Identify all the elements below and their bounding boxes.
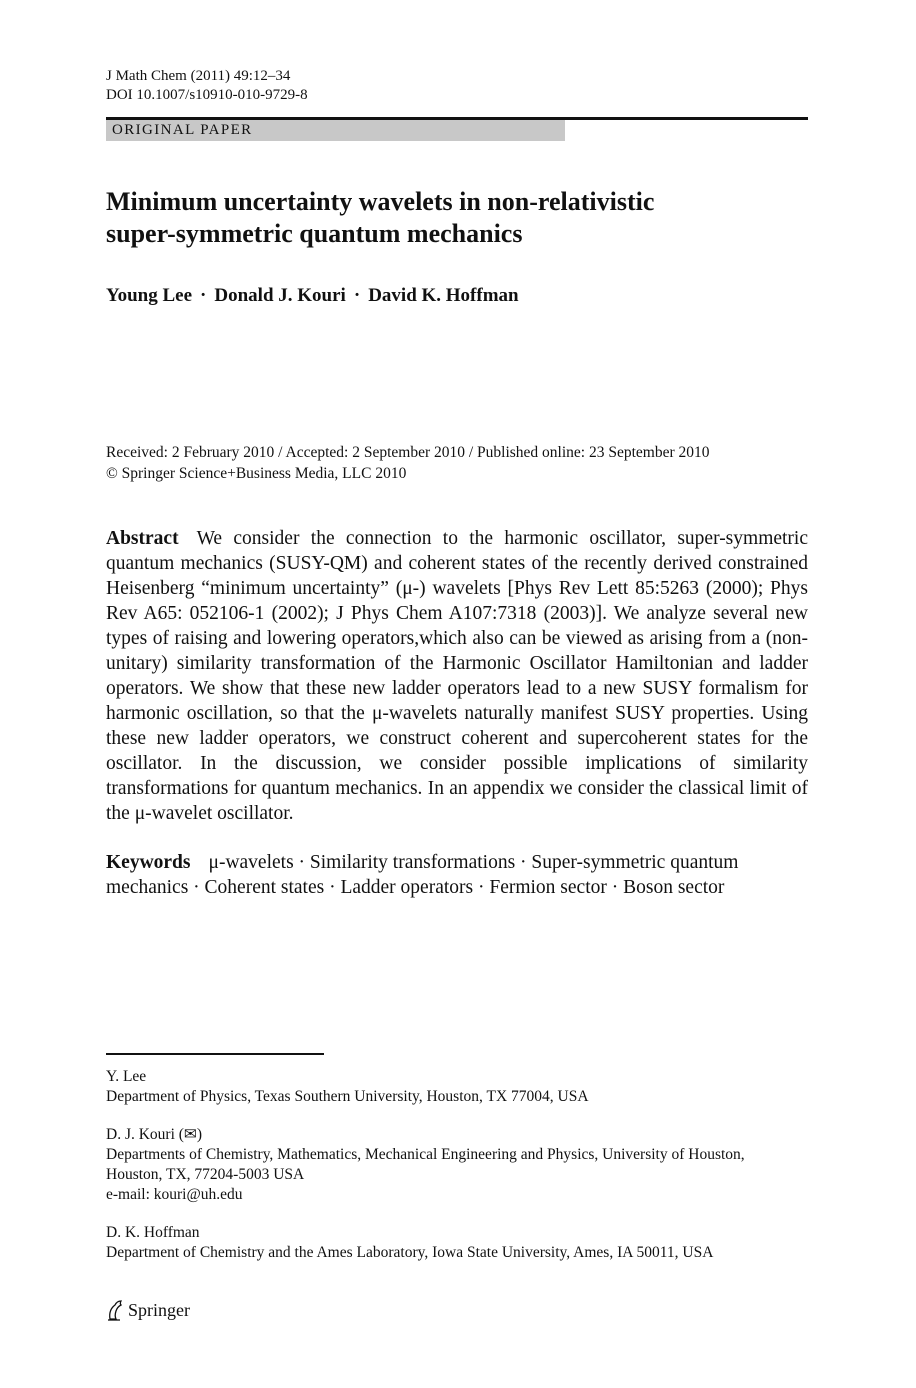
- keywords-text: μ-wavelets · Similarity transformations · Super-symmetric quantum mechanics · Coherent states · Ladder operators · Fermion sector · Boson sector: [106, 852, 739, 898]
- affiliation-kouri: [106, 1125, 808, 1205]
- title-line-1: Minimum uncertainty wavelets in non-relativistic: [106, 187, 655, 216]
- author-name: David K. Hoffman: [368, 285, 519, 306]
- email-link[interactable]: e-mail: kouri@uh.edu: [106, 1186, 243, 1203]
- paper-page: [106, 0, 808, 1388]
- abstract-text: We consider the connection to the harmonic oscillator, super-symmetric quantum mechanics (SUSY-QM) and coherent states of the recently derived constrained Heisenberg “minimum uncertainty” (μ-) wavelets [Phys Rev Lett 85:5263 (2000); Phys Rev A65: 052106-1 (2002); J Phys Chem A107:7318 (2003)]. We analyze several new types of raising and lowering operators,which also can be viewed as arising from a (non-unitary) similarity transformation of the Harmonic Oscillator Hamiltonian and ladder operators. We show that these new ladder operators lead to a new SUSY formalism for harmonic oscillation, so that the μ-wavelets naturally manifest SUSY properties. Using these new ladder operators, we construct coherent and supercoherent states for the oscillator. In the discussion, we consider possible implications of similarity transformations for quantum mechanics. In an appendix we consider the classical limit of the μ-wavelet oscillator.: [106, 528, 808, 824]
- paper-title: [106, 186, 808, 250]
- affiliation-hoffman: [106, 1223, 808, 1263]
- affiliation-author: D. K. Hoffman: [106, 1224, 200, 1241]
- author-list: [106, 284, 519, 308]
- affiliation-line: Department of Chemistry and the Ames Laboratory, Iowa State University, Ames, IA 50011, USA: [106, 1244, 714, 1261]
- affiliation-line: Department of Physics, Texas Southern University, Houston, TX 77004, USA: [106, 1088, 589, 1105]
- affiliation-line: Departments of Chemistry, Mathematics, Mechanical Engineering and Physics, University of Houston,: [106, 1146, 745, 1163]
- publication-dates: [106, 442, 710, 484]
- keywords-label: Keywords: [106, 852, 191, 873]
- author-separator: ·: [353, 285, 361, 306]
- affiliation-line: Houston, TX, 77204-5003 USA: [106, 1166, 305, 1183]
- author-name: Donald J. Kouri: [214, 285, 346, 306]
- abstract: [106, 526, 808, 826]
- affiliation-lee: [106, 1067, 808, 1107]
- publisher-footer: [106, 1298, 190, 1322]
- footnote-rule: [106, 1053, 324, 1055]
- publisher-name: Springer: [128, 1300, 190, 1320]
- doi: DOI 10.1007/s10910-010-9729-8: [106, 87, 308, 103]
- abstract-label: Abstract: [106, 528, 179, 549]
- keywords: [106, 850, 808, 900]
- affiliation-author: D. J. Kouri (✉): [106, 1126, 203, 1143]
- copyright: © Springer Science+Business Media, LLC 2010: [106, 465, 407, 482]
- affiliation-author: Y. Lee: [106, 1068, 147, 1085]
- author-name: Young Lee: [106, 285, 193, 306]
- journal-citation: J Math Chem (2011) 49:12–34: [106, 68, 291, 84]
- title-line-2: super-symmetric quantum mechanics: [106, 219, 523, 248]
- history-dates: Received: 2 February 2010 / Accepted: 2 September 2010 / Published online: 23 September 2010: [106, 444, 710, 461]
- article-type-badge: ORIGINAL PAPER: [106, 120, 565, 141]
- springer-horse-icon: [106, 1299, 124, 1321]
- journal-header: [106, 67, 308, 105]
- author-separator: ·: [200, 285, 207, 306]
